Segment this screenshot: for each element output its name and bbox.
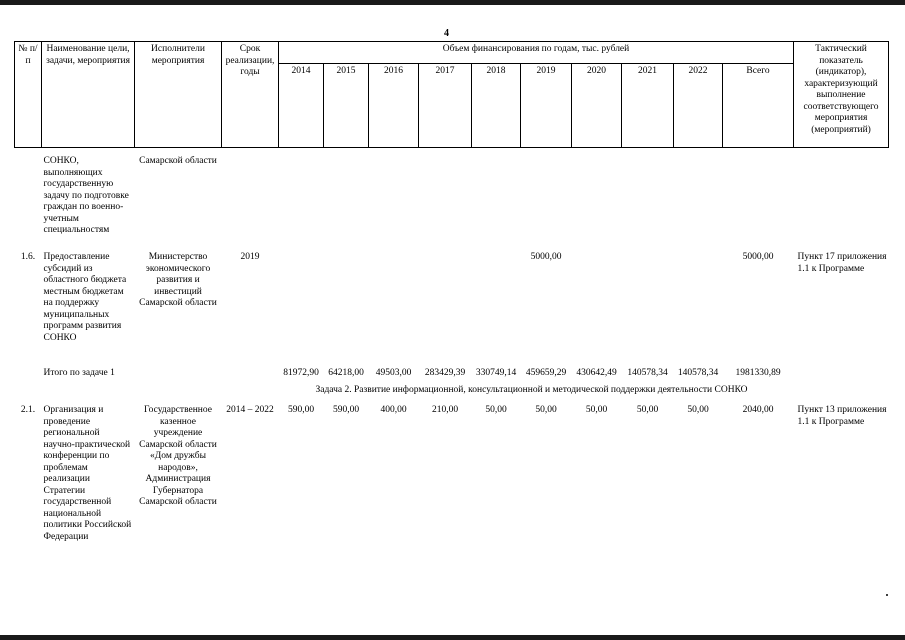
total-value-2021: 140578,34 xyxy=(627,368,668,378)
total-value-2018: 330749,14 xyxy=(475,368,517,378)
row-value-2017: 210,00 xyxy=(431,405,459,415)
row-value-2015 xyxy=(324,250,369,366)
total-value-total: 1981330,89 xyxy=(735,368,781,378)
row-value-2020: 50,00 xyxy=(585,405,608,415)
row-executors: Государственное казенное учреждение Самарской области «Дом дружбы народов», Администрация Губернатора Самарской области xyxy=(139,405,217,507)
table-header xyxy=(15,42,889,148)
header-num: № п/п xyxy=(15,42,42,148)
row-value-2014: 590,00 xyxy=(287,405,315,415)
task-2-title: Задача 2. Развитие информационной, консультационной и методической поддержки деятельности СОНКО xyxy=(315,384,748,395)
header-year: 2019 xyxy=(521,64,572,148)
header-year: 2021 xyxy=(622,64,674,148)
total-value-2020: 430642,49 xyxy=(576,368,617,378)
row-value-2017 xyxy=(419,250,472,366)
table-row-total-task-1 xyxy=(15,366,889,382)
row-num: 1.6. xyxy=(20,252,36,262)
row-name: Организация и проведение региональной научно-практической конференции по проблемам реализации Стратегии государственной национальной политики Российской Федерации xyxy=(43,405,132,542)
row-value-2019: 5000,00 xyxy=(530,252,562,262)
row-name: Предоставление субсидий из областного бюджета местным бюджетам на поддержку муниципальных программ развития СОНКО xyxy=(43,252,127,343)
financing-table-wrapper xyxy=(14,41,888,545)
header-total: Всего xyxy=(723,64,794,148)
header-year: 2020 xyxy=(572,64,622,148)
header-year: 2014 xyxy=(279,64,324,148)
row-value-2019: 50,00 xyxy=(535,405,557,415)
row-executors: Министерство экономического развития и инвестиций Самарской области xyxy=(139,252,217,308)
total-value-2019: 459659,29 xyxy=(525,368,567,378)
total-label: Итого по задаче 1 xyxy=(43,368,115,378)
row-executors: Самарской области xyxy=(139,156,217,166)
row-value-2018 xyxy=(472,250,521,366)
total-value-2016: 49503,00 xyxy=(375,368,412,378)
financing-table xyxy=(14,41,889,545)
row-value-2020 xyxy=(572,250,622,366)
scan-speck xyxy=(886,594,888,596)
total-value-2022: 140578,34 xyxy=(677,368,719,378)
row-term: 2019 xyxy=(240,252,260,262)
row-value-2014 xyxy=(279,250,324,366)
row-value-2016 xyxy=(369,250,419,366)
row-value-total: 5000,00 xyxy=(742,252,774,262)
table-row-2-1 xyxy=(15,399,889,545)
bottom-border-bar xyxy=(0,635,905,640)
row-value-2022: 50,00 xyxy=(687,405,709,415)
row-value-2018: 50,00 xyxy=(485,405,507,415)
total-value-2015: 64218,00 xyxy=(328,368,364,378)
row-value-2021: 50,00 xyxy=(636,405,659,415)
header-financing: Объем финансирования по годам, тыс. рублей xyxy=(279,42,794,64)
row-value-2021 xyxy=(622,250,674,366)
header-year: 2015 xyxy=(324,64,369,148)
total-value-2014: 81972,90 xyxy=(283,368,319,378)
row-name: СОНКО, выполняющих государственную задачу по подготовке граждан по военно-учетным специальностям xyxy=(43,156,129,235)
header-year: 2016 xyxy=(369,64,419,148)
row-value-2016: 400,00 xyxy=(380,405,407,415)
top-border-bar xyxy=(0,0,905,5)
header-year: 2018 xyxy=(472,64,521,148)
table-row-task-2-heading xyxy=(15,382,889,400)
header-indicator: Тактический показатель (индикатор), характеризующий выполнение соответствующего мероприятия (мероприятий) xyxy=(794,42,889,148)
row-indicator: Пункт 13 приложения 1.1 к Программе xyxy=(797,405,887,427)
header-year: 2022 xyxy=(674,64,723,148)
row-term: 2014 – 2022 xyxy=(226,405,274,415)
row-value-2015: 590,00 xyxy=(332,405,360,415)
row-value-2022 xyxy=(674,250,723,366)
header-year: 2017 xyxy=(419,64,472,148)
row-value-total: 2040,00 xyxy=(742,405,774,415)
page-number: 4 xyxy=(444,28,449,39)
table-row-1-6 xyxy=(15,250,889,366)
total-value-2017: 283429,39 xyxy=(424,368,466,378)
header-executors: Исполнители мероприятия xyxy=(135,42,222,148)
row-indicator: Пункт 17 приложения 1.1 к Программе xyxy=(797,252,887,274)
table-row-continuation xyxy=(15,148,889,251)
row-num: 2.1. xyxy=(20,405,36,415)
header-term: Срок реализации, годы xyxy=(222,42,279,148)
header-name: Наименование цели, задачи, мероприятия xyxy=(42,42,135,148)
